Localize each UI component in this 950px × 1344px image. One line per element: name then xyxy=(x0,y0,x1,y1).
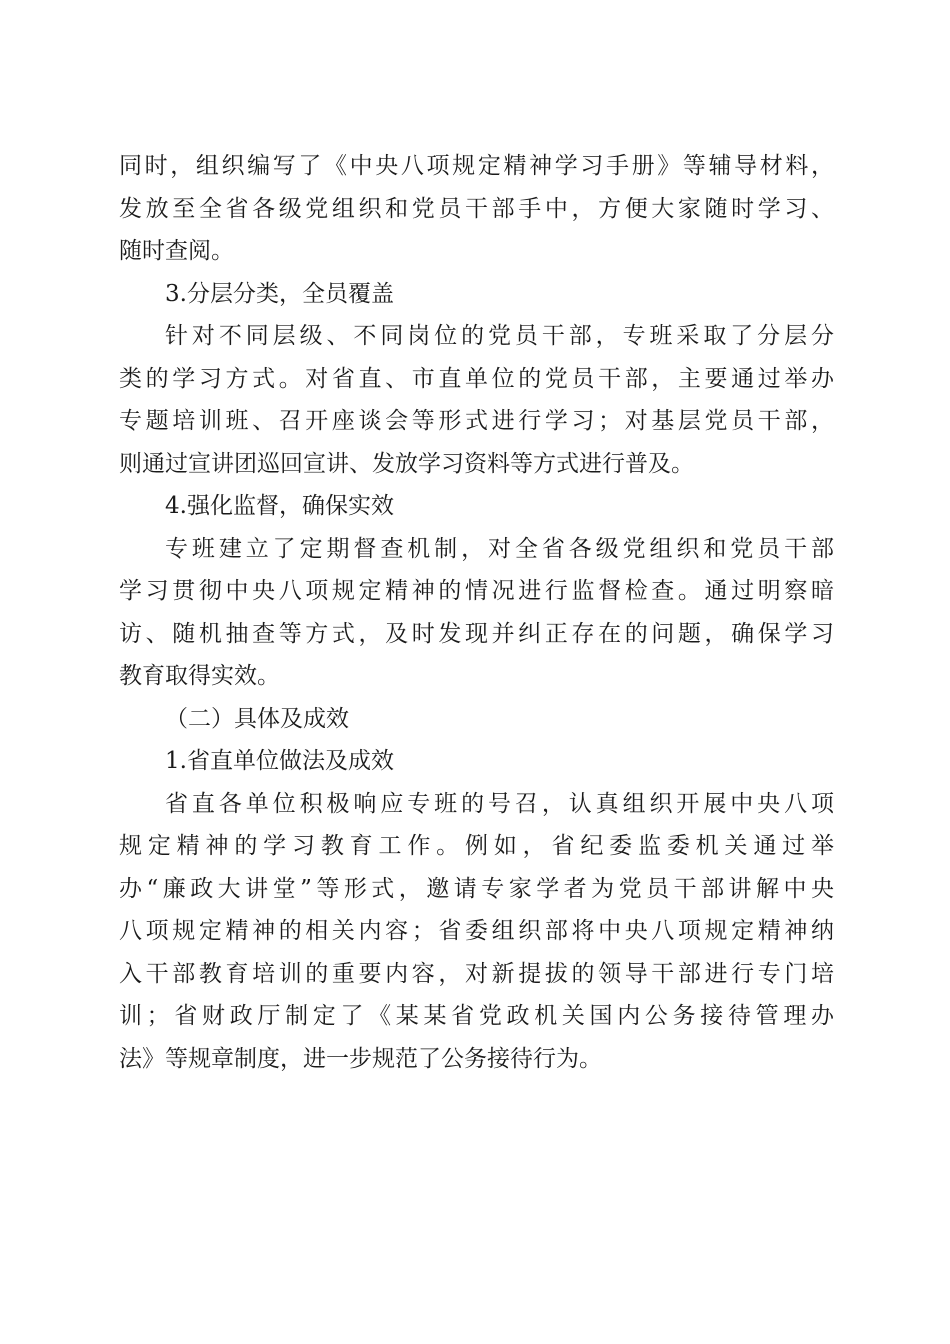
paragraph-line: 学习贯彻中央八项规定精神的情况进行监督检查。通过明察暗 xyxy=(119,578,834,604)
paragraph-line: 发放至全省各级党组织和党员干部手中，方便大家随时学习、 xyxy=(119,195,834,222)
paragraph-line: 则通过宣讲团巡回宣讲、发放学习资料等方式进行普及。 xyxy=(119,450,694,477)
paragraph-line: 针对不同层级、不同岗位的党员干部，专班采取了分层分 xyxy=(165,323,834,349)
subsection-heading: （二）具体及成效 xyxy=(165,705,349,732)
paragraph-line: 省直各单位积极响应专班的号召，认真组织开展中央八项 xyxy=(165,790,834,817)
paragraph-line: 类的学习方式。对省直、市直单位的党员干部，主要通过举办 xyxy=(119,365,834,392)
paragraph-line: 入干部教育培训的重要内容，对新提拔的领导干部进行专门培 xyxy=(119,960,834,987)
section-heading: 1.省直单位做法及成效 xyxy=(165,748,394,774)
paragraph-line: 规定精神的学习教育工作。例如，省纪委监委机关通过举 xyxy=(119,833,834,859)
paragraph-line: 训；省财政厅制定了《某某省党政机关国内公务接待管理办 xyxy=(119,1003,834,1029)
paragraph-line: 法》等规章制度，进一步规范了公务接待行为。 xyxy=(119,1045,602,1072)
paragraph-line: 八项规定精神的相关内容；省委组织部将中央八项规定精神纳 xyxy=(119,918,834,944)
paragraph-line: 同时，组织编写了《中央八项规定精神学习手册》等辅导材料， xyxy=(119,153,834,179)
section-heading: 3.分层分类，全员覆盖 xyxy=(165,280,394,307)
paragraph-line: 专班建立了定期督查机制，对全省各级党组织和党员干部 xyxy=(165,535,834,562)
paragraph-line: 访、随机抽查等方式，及时发现并纠正存在的问题，确保学习 xyxy=(119,620,834,647)
paragraph-line: 办“廉政大讲堂”等形式，邀请专家学者为党员干部讲解中央 xyxy=(119,875,834,902)
paragraph-line: 随时查阅。 xyxy=(119,238,234,264)
paragraph-line: 教育取得实效。 xyxy=(119,663,280,689)
paragraph-line: 专题培训班、召开座谈会等形式进行学习；对基层党员干部， xyxy=(119,408,834,434)
document-body xyxy=(119,145,834,1080)
section-heading: 4.强化监督，确保实效 xyxy=(165,493,394,519)
